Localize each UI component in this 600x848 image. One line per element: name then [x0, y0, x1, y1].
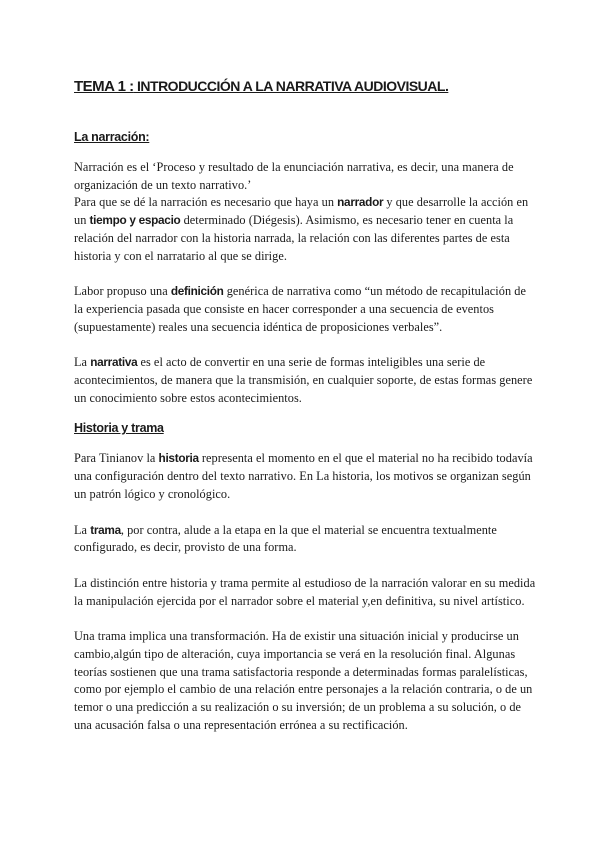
text-run: , por contra, alude a la etapa en la que el material se encuentra textualmente configurado, es decir, provisto de una forma. — [74, 522, 497, 555]
text-run: determinado (Diégesis). Asimismo, es necesario tener en cuenta la relación del narrador con la historia narrada, la relación con las diferentes partes de esta historia y con el narratario al que se dirige. — [74, 213, 514, 263]
keyword-historia: historia — [158, 451, 199, 466]
paragraph-tinianov — [74, 450, 536, 503]
heading-la-narracion: La narración: — [74, 130, 150, 144]
paragraph-narrativa — [74, 354, 536, 407]
text-run: es el acto de convertir en una serie de formas inteligibles una serie de acontecimientos, de manera que la transmisión, en cualquier soporte, de estas formas genere un conocimiento sobre estos acontecimientos. — [74, 355, 533, 405]
heading-historia-y-trama: Historia y trama — [74, 421, 164, 436]
keyword-tiempo-y-espacio: tiempo y espacio — [89, 213, 181, 228]
keyword-definicion: definición — [170, 284, 224, 299]
text-run: Para que se dé la narración es necesario que haya un — [74, 195, 338, 210]
keyword-trama: trama — [90, 522, 121, 537]
keyword-narrador: narrador — [337, 195, 384, 210]
paragraph-narrador — [74, 194, 536, 265]
paragraph-transformacion: Una trama implica una transformación. Ha de existir una situación inicial y producirse un cambio,algún tipo de alteración, cuya importancia se verá en la resolución final. Algunas teorías sostienen que una trama satisfactoria responde a determinadas formas paralelísticas, como por ejemplo el cambio de una relación entre personajes a la relación contraria, o de un temor o una predicción a su realización o su inversión; de un problema a su solución, o de una acusación falsa o una representación errónea a su rectificación. — [74, 629, 533, 732]
text-run: La — [74, 355, 91, 370]
text-run: La — [74, 522, 91, 537]
text-run: representa el momento en el que el material no ha recibido todavía una configuración dentro del texto narrativo. En La historia, los motivos se organizan según un patrón lógico y cronológico. — [74, 451, 533, 501]
text-run: Para Tinianov la — [74, 451, 159, 466]
text-run: y que desarrolle la acción en un — [74, 195, 529, 228]
title-prefix: TEMA 1 : — [74, 78, 134, 95]
paragraph-labor — [74, 283, 536, 336]
paragraph-trama — [74, 522, 536, 557]
keyword-narrativa: narrativa — [90, 355, 138, 370]
text-run: Labor propuso una — [74, 284, 171, 299]
paragraph-definicion-narracion: Narración es el ‘Proceso y resultado de la enunciación narrativa, es decir, una manera de organización de un texto narrativo.’ — [74, 160, 514, 192]
page-title — [74, 76, 536, 97]
document-body — [74, 76, 536, 735]
text-run: genérica de narrativa como “un método de recapitulación de la experiencia pasada que consiste en hacer corresponder a una secuencia de eventos (supuestamente) reales una secuencia idéntica de proposiciones verbales”. — [74, 284, 526, 334]
title-text: INTRODUCCIÓN A LA NARRATIVA AUDIOVISUAL. — [133, 78, 449, 94]
paragraph-distincion: La distinción entre historia y trama permite al estudioso de la narración valorar en su medida la manipulación ejercida por el narrador sobre el material y,en definitiva, su nivel artístico. — [74, 575, 536, 608]
